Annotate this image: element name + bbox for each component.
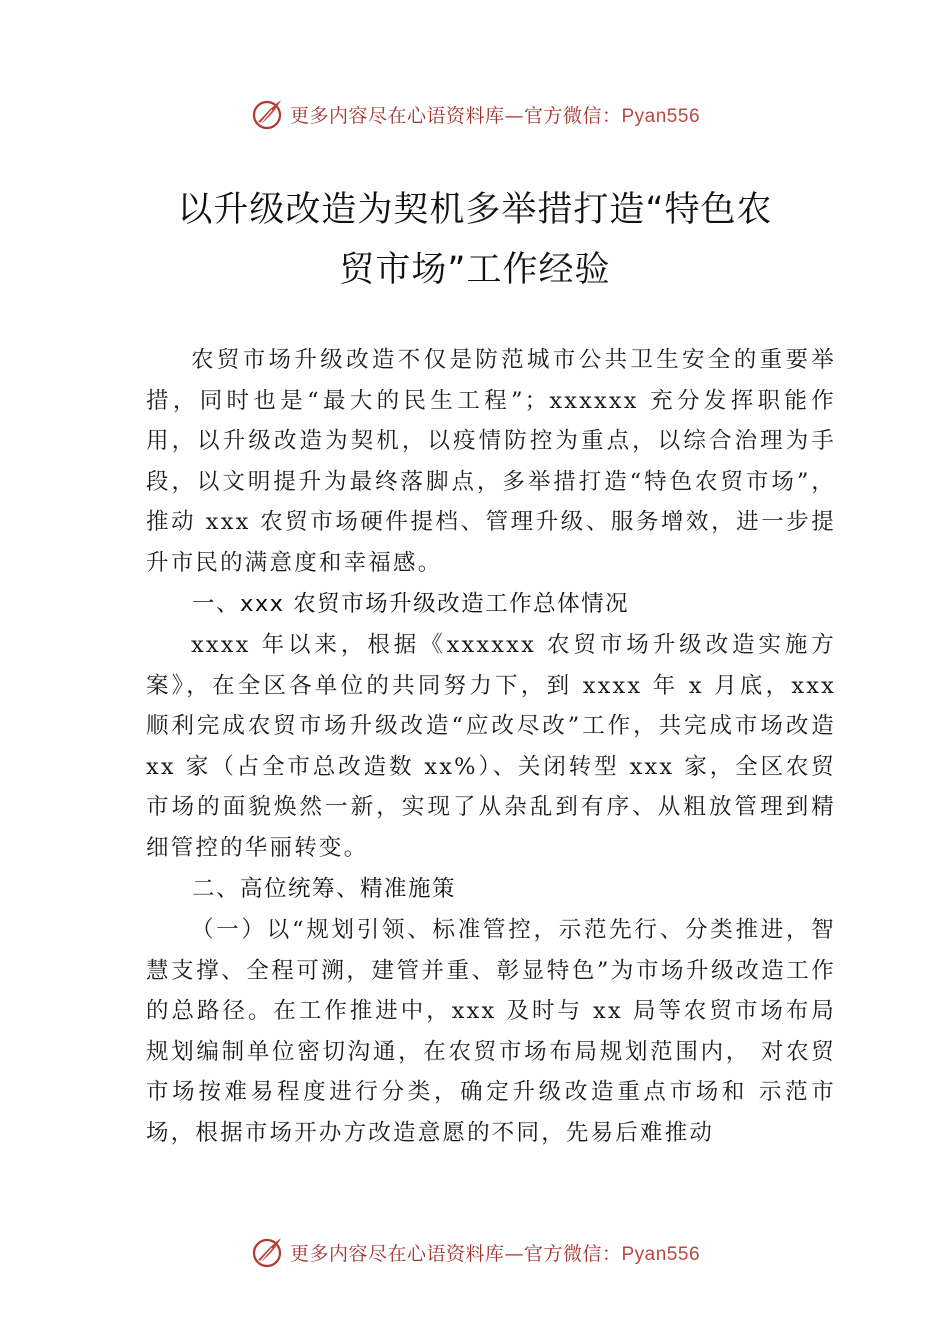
watermark-text: 更多内容尽在心语资料库—官方微信： xyxy=(289,1242,622,1265)
watermark-wechat-id: Pyan556 xyxy=(621,105,701,127)
title-line-2: 贸市场”工作经验 xyxy=(339,250,611,290)
section-2-paragraph: （一）以“规划引领、标准管控，示范先行、分类推进，智慧支撑、全程可溯，建管并重、彰显特色”为市场升级改造工作的总路径。在工作推进中，xxx 及时与 xx 局等农贸市场布局规划编制单位密切沟通，在农贸市场布局规划范围内， 对农贸市场按难易程度进行分类，确定升级改造重点市场和 示范市场，根据市场开办方改造意愿的不同，先易后难推动 xyxy=(146,917,836,1146)
watermark-wechat-id: Pyan556 xyxy=(621,1243,701,1265)
quill-pen-logo-icon xyxy=(250,96,286,132)
section-2-heading: 二、高位统筹、精准施策 xyxy=(192,876,457,902)
document-title xyxy=(120,180,830,300)
title-line-1: 以升级改造为契机多举措打造“特色农 xyxy=(177,190,773,230)
watermark-text: 更多内容尽在心语资料库—官方微信： xyxy=(289,104,622,127)
section-1-paragraph: xxxx 年以来，根据《xxxxxx 农贸市场升级改造实施方案》，在全区各单位的共同努力下，到 xxxx 年 x 月底，xxx 顺利完成农贸市场升级改造“应改尽改”工作，共完成市场改造 xx 家（占全市总改造数 xx%）、关闭转型 xxx 家，全区农贸市场的面貌焕然一新，实现了从杂乱到有序、从粗放管理到精细管控的华丽转变。 xyxy=(146,632,836,861)
intro-paragraph: 农贸市场升级改造不仅是防范城市公共卫生安全的重要举措，同时也是“最大的民生工程”；xxxxxx 充分发挥职能作用，以升级改造为契机，以疫情防控为重点，以综合治理为手段，以文明提升为最终落脚点，多举措打造“特色农贸市场”，推动 xxx 农贸市场硬件提档、管理升级、服务增效，进一步提升市民的满意度和幸福感。 xyxy=(146,347,836,576)
section-1-heading: 一、xxx 农贸市场升级改造工作总体情况 xyxy=(192,591,630,617)
header-watermark xyxy=(0,94,950,134)
quill-pen-logo-icon xyxy=(250,1234,286,1270)
document-body xyxy=(146,340,836,1153)
footer-watermark xyxy=(0,1232,950,1272)
